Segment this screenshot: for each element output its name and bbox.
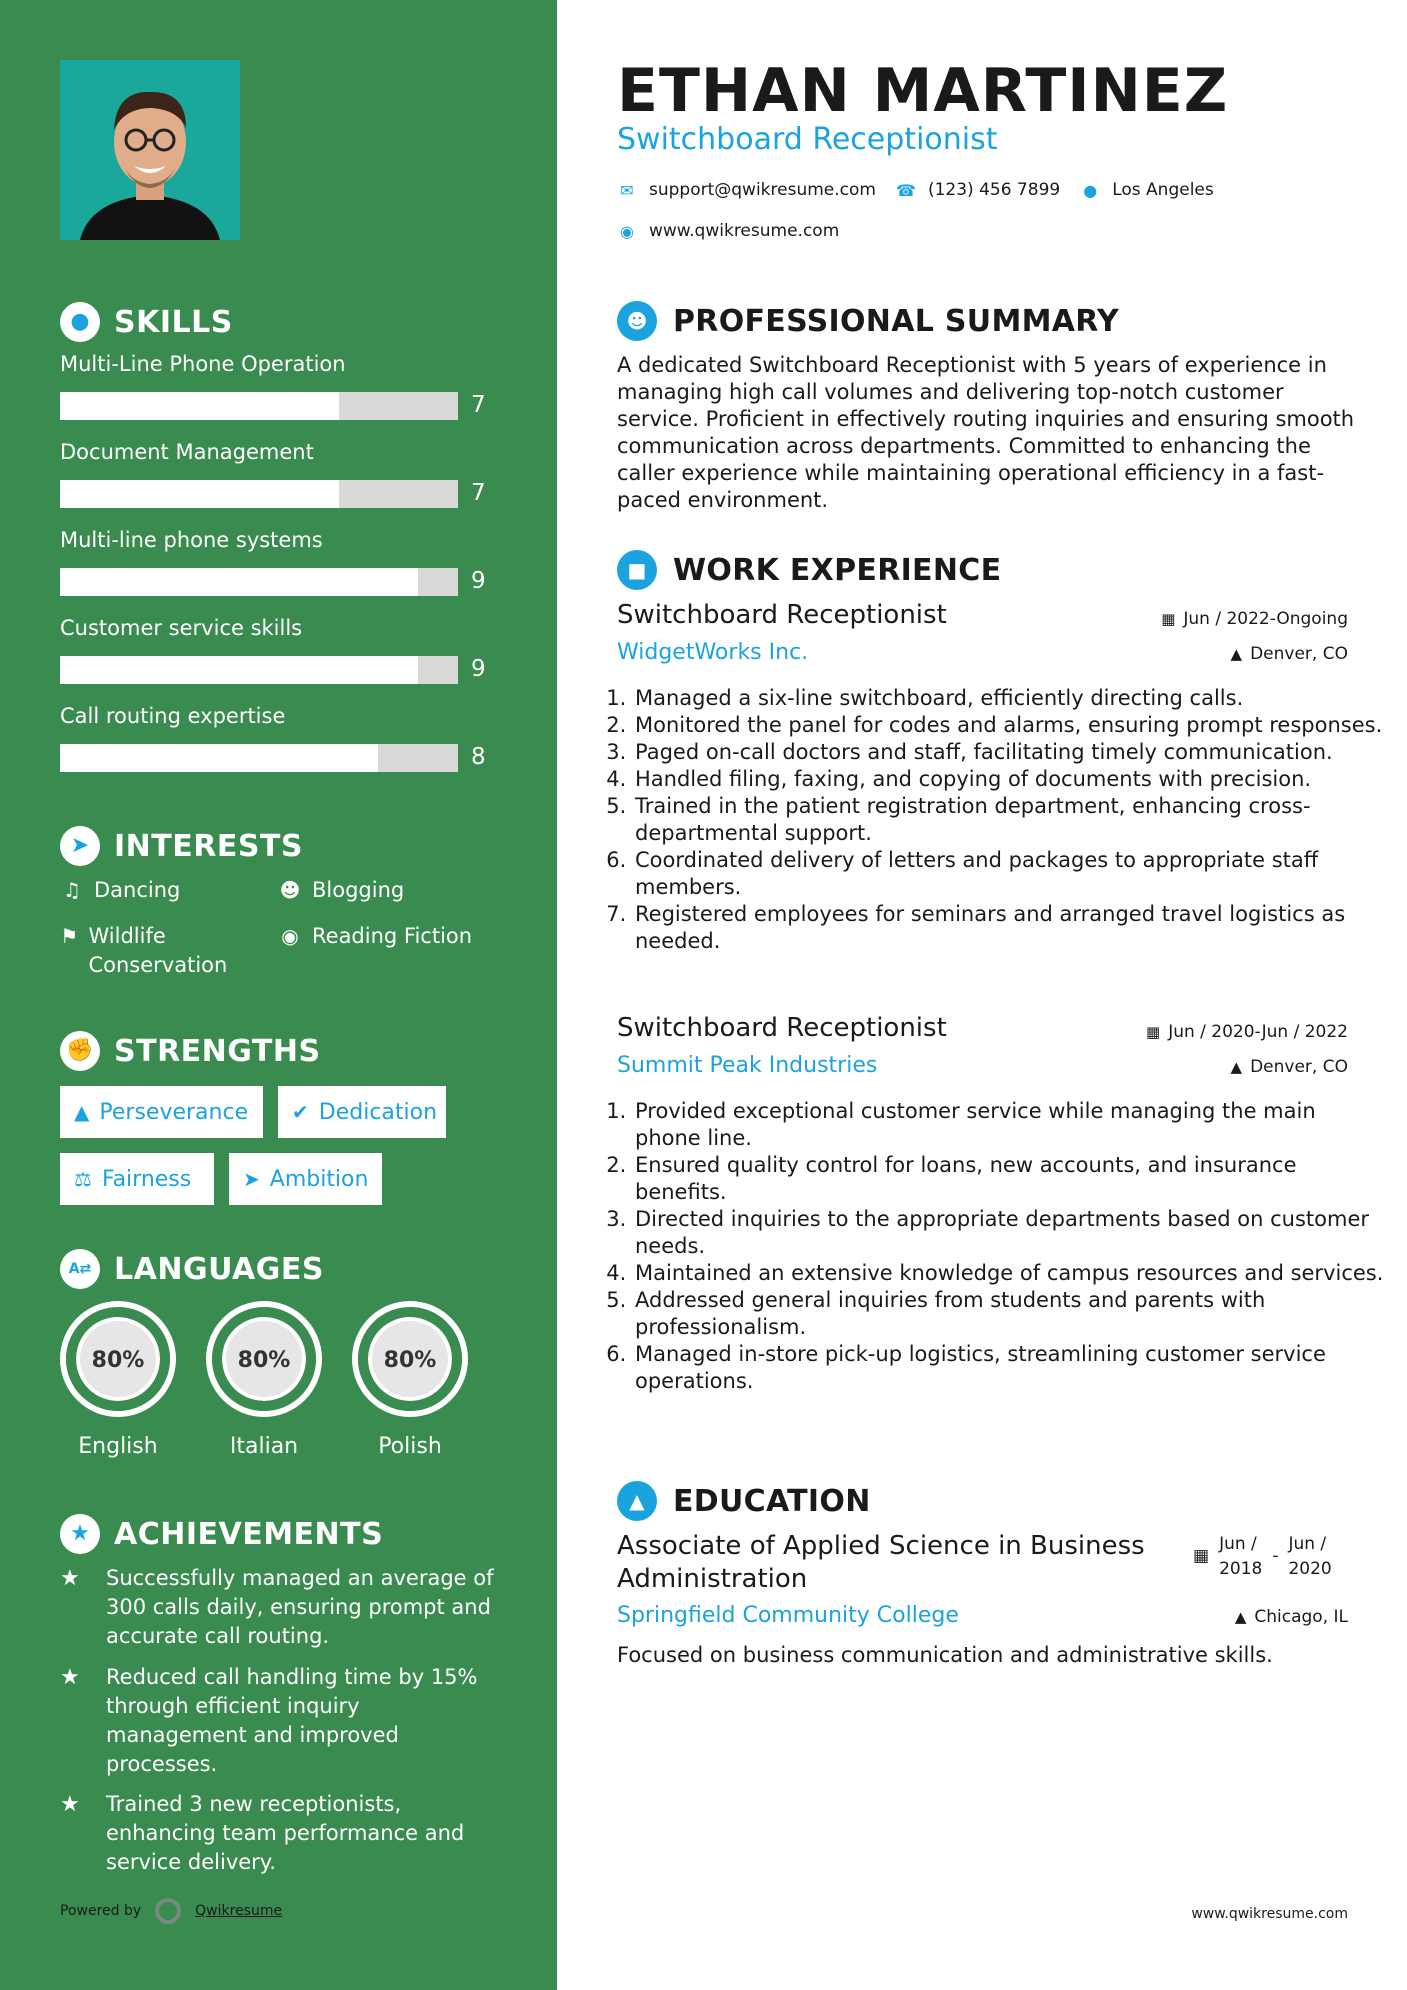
job-title: Switchboard Receptionist	[617, 1013, 947, 1043]
interest-item: ⚑ Wildlife Conservation	[60, 922, 260, 980]
language-name: Italian	[229, 1434, 299, 1459]
skill-bar-fill	[60, 480, 339, 508]
degree-title: Associate of Applied Science in Business Administration	[617, 1531, 1145, 1594]
qwikresume-logo-icon	[155, 1898, 181, 1924]
job-dates: ▦ Jun / 2022-Ongoing	[1161, 609, 1348, 629]
rocket-icon: ➤	[243, 1167, 260, 1191]
graduation-cap-icon: ▲	[617, 1481, 657, 1521]
website-row	[617, 221, 839, 241]
job-location: ▲ Denver, CO	[1230, 1057, 1348, 1077]
location: Los Angeles	[1112, 180, 1214, 200]
envelope-icon: ✉	[620, 180, 634, 200]
duty-item: 4. Maintained an extensive knowledge of campus resources and services.	[633, 1260, 1388, 1287]
star-icon: ★	[60, 1665, 80, 1690]
pin-icon: ▲	[1230, 645, 1243, 663]
skill-label: Document Management	[60, 440, 314, 464]
skill-bar	[60, 568, 458, 596]
gamepad-icon: ◉	[281, 924, 299, 948]
candidate-role: Switchboard Receptionist	[617, 122, 998, 157]
skill-label: Multi-line phone systems	[60, 528, 323, 552]
language-ring-chart	[348, 1297, 472, 1421]
duty-item: 1. Managed a six-line switchboard, efficiently directing calls.	[633, 685, 1388, 712]
job-location: ▲ Denver, CO	[1230, 644, 1348, 664]
achievement-item: ★ Successfully managed an average of 300 calls daily, ensuring prompt and accurate call routing.	[60, 1564, 500, 1651]
skill-bar	[60, 480, 458, 508]
user-icon: ☻	[617, 301, 657, 341]
pin-icon: ▲	[1230, 1058, 1243, 1076]
skill-level: 7	[471, 480, 486, 506]
music-note-icon: ♫	[63, 878, 81, 902]
strengths-heading: ✊ STRENGTHS	[60, 1031, 321, 1071]
duty-item: 3. Directed inquiries to the appropriate departments based on customer needs.	[633, 1206, 1388, 1260]
language-ring	[348, 1297, 472, 1425]
language-ring	[56, 1297, 180, 1425]
duty-item: 5. Addressed general inquiries from students and parents with professionalism.	[633, 1287, 1388, 1341]
calendar-icon: ▦	[1193, 1546, 1210, 1566]
star-icon: ★	[60, 1792, 80, 1817]
skill-bar-fill	[60, 392, 339, 420]
skill-level: 8	[471, 744, 486, 770]
job-title: Switchboard Receptionist	[617, 600, 947, 630]
skill-bar-fill	[60, 656, 418, 684]
calendar-icon: ▦	[1146, 1023, 1161, 1041]
lightbulb-icon: ●	[60, 302, 100, 342]
strength-chip: ⚖ Fairness	[60, 1153, 214, 1205]
duty-item: 3. Paged on-call doctors and staff, facilitating timely communication.	[633, 739, 1388, 766]
education-location: ▲ Chicago, IL	[1234, 1607, 1348, 1627]
skill-label: Call routing expertise	[60, 704, 286, 728]
pin-icon: ▲	[1234, 1608, 1247, 1626]
skill-bar	[60, 744, 458, 772]
achievement-item: ★ Trained 3 new receptionists, enhancing team performance and service delivery.	[60, 1790, 500, 1877]
sidebar	[0, 0, 557, 1990]
duty-item: 2. Monitored the panel for codes and alarms, ensuring prompt responses.	[633, 712, 1388, 739]
map-marker-icon: ●	[1083, 180, 1098, 200]
check-circle-icon: ✔	[292, 1100, 309, 1124]
website-link[interactable]: www.qwikresume.com	[649, 221, 840, 241]
globe-icon: ◉	[620, 221, 634, 241]
paw-icon: ⚑	[60, 924, 79, 948]
language-icon: A⇄	[60, 1249, 100, 1289]
strength-chip: ➤ Ambition	[229, 1153, 382, 1205]
star-icon: ★	[60, 1566, 80, 1591]
balance-scale-icon: ⚖	[74, 1167, 92, 1191]
job-dates: ▦ Jun / 2020-Jun / 2022	[1146, 1022, 1348, 1042]
skill-bar	[60, 656, 458, 684]
language-ring	[202, 1297, 326, 1425]
school-name: Springfield Community College	[617, 1603, 959, 1628]
duty-item: 6. Coordinated delivery of letters and packages to appropriate staff members.	[633, 847, 1388, 901]
avatar	[60, 60, 240, 240]
duty-item: 2. Ensured quality control for loans, new accounts, and insurance benefits.	[633, 1152, 1388, 1206]
language-percent: 80%	[383, 1348, 437, 1373]
interest-item: ♫ Dancing	[60, 876, 260, 905]
job-duties	[609, 685, 1388, 955]
language-percent: 80%	[91, 1348, 145, 1373]
experience-heading: ■ WORK EXPERIENCE	[617, 550, 1001, 590]
company-name: WidgetWorks Inc.	[617, 640, 809, 665]
language-percent: 80%	[237, 1348, 291, 1373]
duty-item: 4. Handled filing, faxing, and copying of documents with precision.	[633, 766, 1388, 793]
skill-bar-fill	[60, 568, 418, 596]
strength-chip: ▲ Perseverance	[60, 1086, 263, 1138]
skills-heading: ● SKILLS	[60, 302, 233, 342]
mountain-icon: ▲	[74, 1100, 90, 1124]
interests-heading: ➤ INTERESTS	[60, 826, 303, 866]
skill-bar	[60, 392, 458, 420]
calendar-icon: ▦	[1161, 610, 1176, 628]
language-name: Polish	[378, 1434, 442, 1459]
email-link[interactable]: support@qwikresume.com	[649, 180, 876, 200]
summary-heading: ☻ PROFESSIONAL SUMMARY	[617, 301, 1119, 341]
skill-bar-fill	[60, 744, 378, 772]
duty-item: 6. Managed in-store pick-up logistics, streamlining customer service operations.	[633, 1341, 1388, 1395]
main-content	[557, 0, 1407, 1990]
company-name: Summit Peak Industries	[617, 1053, 878, 1078]
education-description: Focused on business communication and administrative skills.	[617, 1643, 1273, 1667]
language-name: English	[78, 1434, 158, 1459]
interest-item: ☻ Blogging	[278, 876, 518, 905]
education-heading: ▲ EDUCATION	[617, 1481, 871, 1521]
duty-item: 5. Trained in the patient registration department, enhancing cross-departmental support.	[633, 793, 1388, 847]
profile-photo	[60, 60, 240, 240]
phone-icon: ☎	[896, 180, 916, 200]
languages-heading: A⇄ LANGUAGES	[60, 1249, 324, 1289]
phone-number: (123) 456 7899	[927, 180, 1061, 200]
summary-text: A dedicated Switchboard Receptionist with 5 years of experience in managing high call volumes and delivering top-notch customer service. Proficient in effectively routing inquiries and ensuring smooth communication across departments. Committed to enhancing the caller experience while maintaining operational efficiency in a fast- paced environment.	[617, 353, 1355, 512]
duty-item: 7. Registered employees for seminars and arranged travel logistics as needed.	[633, 901, 1388, 955]
achievements-heading: ★ ACHIEVEMENTS	[60, 1514, 383, 1554]
contact-row	[617, 180, 1214, 200]
education-dates: ▦ Jun / 2018 - Jun / 2020	[1193, 1532, 1332, 1582]
language-ring-chart	[56, 1297, 180, 1421]
language-ring-chart	[202, 1297, 326, 1421]
brand-link[interactable]: Qwikresume	[195, 1903, 283, 1919]
fist-icon: ✊	[60, 1031, 100, 1071]
achievement-item: ★ Reduced call handling time by 15% through efficient inquiry management and improved processes.	[60, 1663, 500, 1779]
paper-plane-icon: ➤	[60, 826, 100, 866]
skill-level: 9	[471, 568, 486, 594]
duty-item: 1. Provided exceptional customer service while managing the main phone line.	[633, 1098, 1388, 1152]
job-duties	[609, 1098, 1388, 1395]
powered-by: Powered by Qwikresume	[60, 1898, 282, 1924]
skill-label: Customer service skills	[60, 616, 303, 640]
footer-website-link[interactable]: www.qwikresume.com	[1191, 1906, 1348, 1922]
skill-level: 9	[471, 656, 486, 682]
skill-level: 7	[471, 392, 486, 418]
briefcase-icon: ■	[617, 550, 657, 590]
skill-label: Multi-Line Phone Operation	[60, 352, 346, 376]
interest-item: ◉ Reading Fiction	[278, 922, 518, 951]
strength-chip: ✔ Dedication	[278, 1086, 446, 1138]
star-badge-icon: ★	[60, 1514, 100, 1554]
users-icon: ☻	[279, 878, 301, 902]
candidate-name: ETHAN MARTINEZ	[617, 56, 1229, 126]
